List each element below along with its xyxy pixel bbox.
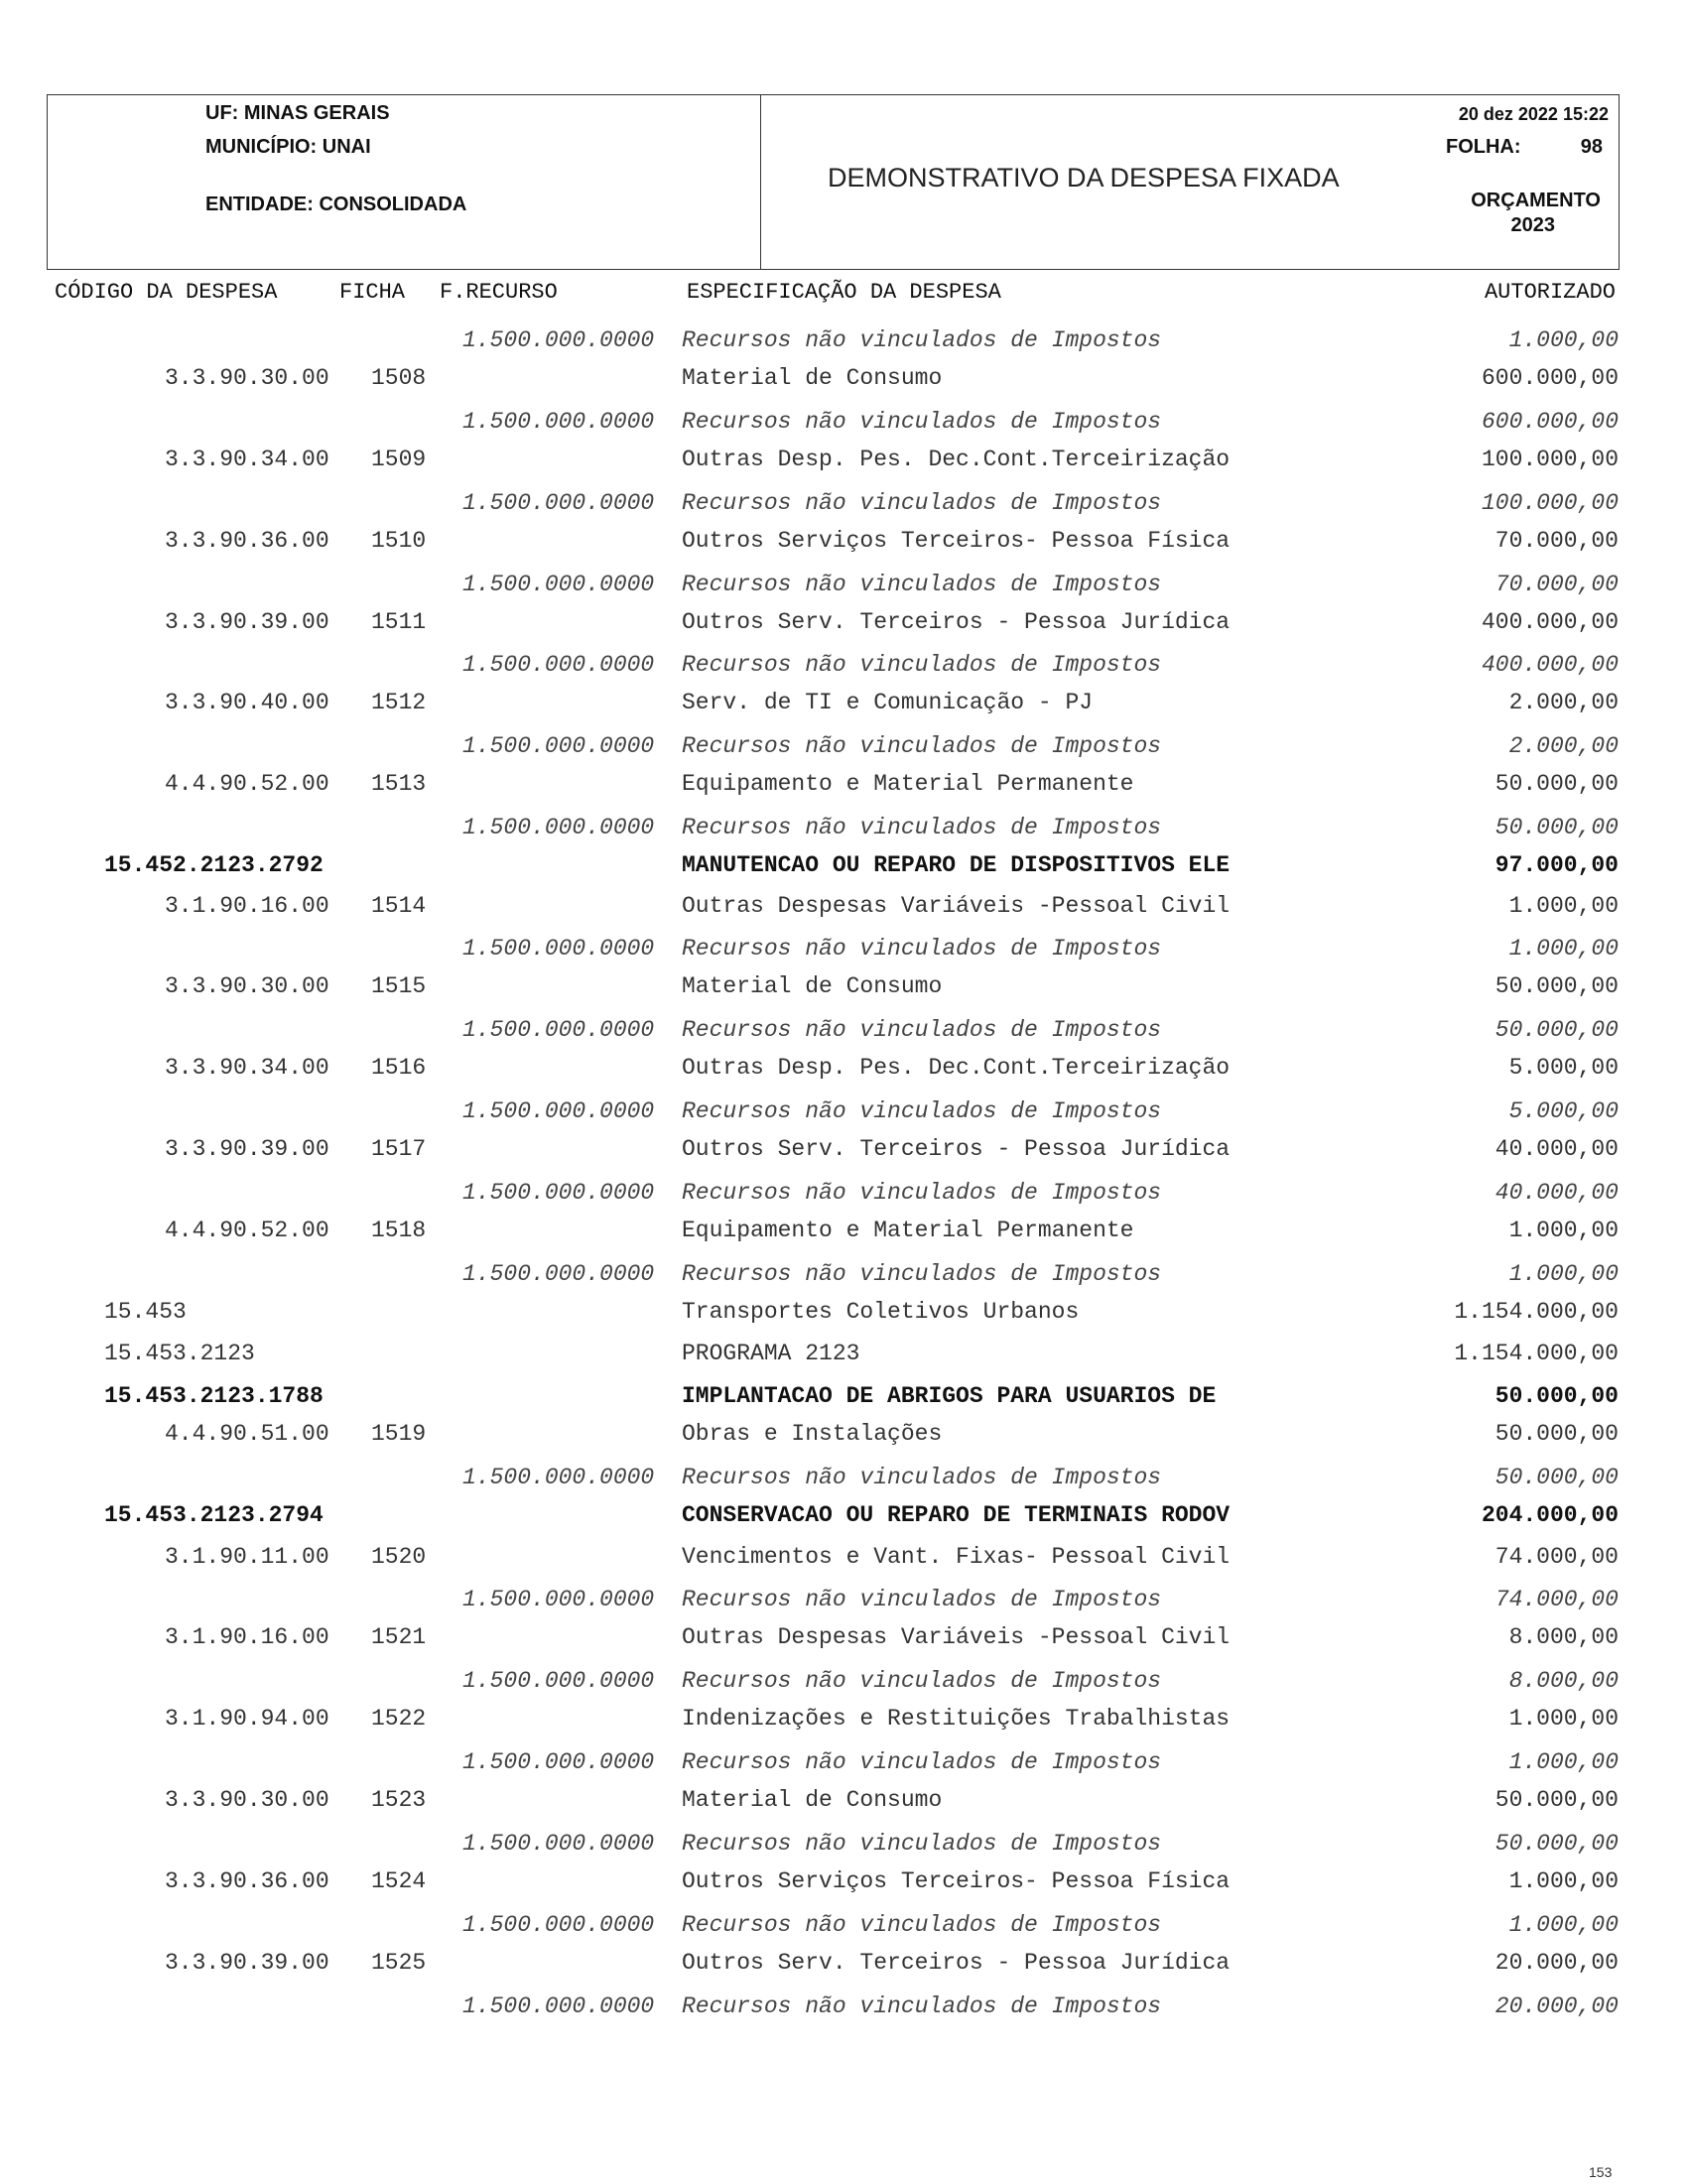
expense-description: Recursos não vinculados de Impostos [682, 1668, 1162, 1694]
expense-description: PROGRAMA 2123 [682, 1341, 860, 1366]
resource-row [0, 1829, 1688, 1859]
expense-code: 15.453 [104, 1299, 187, 1325]
expense-code: 3.3.90.39.00 [165, 609, 329, 635]
expense-description: Vencimentos e Vant. Fixas- Pessoal Civil [682, 1544, 1231, 1570]
expense-row [0, 526, 1688, 556]
authorized-value: 50.000,00 [1494, 815, 1619, 840]
expense-row [0, 363, 1688, 393]
expense-row [0, 1948, 1688, 1978]
expense-code: 3.3.90.30.00 [165, 973, 329, 999]
expense-description: Outros Serv. Terceiros - Pessoa Jurídica [682, 1950, 1231, 1976]
expense-description: Equipamento e Material Permanente [682, 771, 1134, 797]
resource-code: 1.500.000.0000 [462, 490, 655, 516]
resource-code: 1.500.000.0000 [462, 936, 655, 962]
col-recurso: F.RECURSO [440, 280, 558, 305]
resource-row [0, 570, 1688, 599]
expense-description: Recursos não vinculados de Impostos [682, 1912, 1162, 1938]
resource-row [0, 731, 1688, 761]
resource-row [0, 488, 1688, 518]
expense-code: 3.3.90.39.00 [165, 1136, 329, 1162]
expense-row [0, 1785, 1688, 1815]
expense-code: 15.453.2123 [104, 1341, 255, 1366]
resource-code: 1.500.000.0000 [462, 327, 655, 353]
ficha-number: 1525 [371, 1950, 427, 1976]
authorized-value: 1.000,00 [1508, 1706, 1619, 1732]
ficha-number: 1516 [371, 1055, 427, 1081]
authorized-value: 2.000,00 [1508, 733, 1619, 759]
expense-description: Recursos não vinculados de Impostos [682, 1098, 1162, 1124]
authorized-value: 100.000,00 [1481, 490, 1619, 516]
authorized-value: 1.000,00 [1508, 1218, 1619, 1243]
expense-code: 3.3.90.36.00 [165, 1868, 329, 1894]
expense-row [0, 1704, 1688, 1734]
expense-code: 3.3.90.30.00 [165, 1787, 329, 1813]
expense-row [0, 891, 1688, 921]
authorized-value: 5.000,00 [1508, 1055, 1619, 1081]
expense-code: 3.3.90.39.00 [165, 1950, 329, 1976]
expense-description: Outros Serv. Terceiros - Pessoa Jurídica [682, 609, 1231, 635]
expense-description: Outras Despesas Variáveis -Pessoal Civil [682, 893, 1231, 919]
resource-code: 1.500.000.0000 [462, 572, 655, 597]
resource-code: 1.500.000.0000 [462, 652, 655, 678]
expense-description: Obras e Instalações [682, 1421, 943, 1447]
expense-description: Outros Serviços Terceiros- Pessoa Física [682, 1868, 1231, 1894]
authorized-value: 97.000,00 [1494, 852, 1619, 878]
ficha-number: 1517 [371, 1136, 427, 1162]
authorized-value: 1.000,00 [1508, 327, 1619, 353]
action-row [0, 1500, 1688, 1530]
expense-description: Outras Despesas Variáveis -Pessoal Civil [682, 1624, 1231, 1650]
orcamento-year: 2023 [1510, 214, 1555, 236]
entidade-label: ENTIDADE: CONSOLIDADA [205, 193, 467, 215]
expense-description: Recursos não vinculados de Impostos [682, 1993, 1162, 2019]
authorized-value: 1.000,00 [1508, 1868, 1619, 1894]
resource-code: 1.500.000.0000 [462, 1017, 655, 1043]
resource-code: 1.500.000.0000 [462, 1465, 655, 1490]
expense-row [0, 1134, 1688, 1164]
expense-description: Recursos não vinculados de Impostos [682, 733, 1162, 759]
authorized-value: 400.000,00 [1481, 609, 1619, 635]
action-row [0, 850, 1688, 880]
expense-description: Recursos não vinculados de Impostos [682, 1465, 1162, 1490]
municipio-label: MUNICÍPIO: UNAI [205, 136, 371, 158]
expense-code: 3.1.90.94.00 [165, 1706, 329, 1732]
expense-description: Recursos não vinculados de Impostos [682, 572, 1162, 597]
ficha-number: 1524 [371, 1868, 427, 1894]
report-title: DEMONSTRATIVO DA DESPESA FIXADA [828, 163, 1340, 193]
resource-row [0, 934, 1688, 964]
expense-code: 15.453.2123.1788 [104, 1383, 324, 1409]
ficha-number: 1522 [371, 1706, 427, 1732]
authorized-value: 50.000,00 [1494, 973, 1619, 999]
authorized-value: 20.000,00 [1494, 1993, 1619, 2019]
col-ficha: FICHA [339, 280, 406, 305]
expense-description: Recursos não vinculados de Impostos [682, 1261, 1162, 1287]
expense-code: 15.452.2123.2792 [104, 852, 324, 878]
expense-code: 3.3.90.40.00 [165, 690, 329, 715]
authorized-value: 50.000,00 [1494, 1787, 1619, 1813]
resource-code: 1.500.000.0000 [462, 1831, 655, 1857]
ficha-number: 1518 [371, 1218, 427, 1243]
expense-description: Serv. de TI e Comunicação - PJ [682, 690, 1094, 715]
expense-row [0, 688, 1688, 717]
authorized-value: 600.000,00 [1481, 409, 1619, 435]
resource-row [0, 1463, 1688, 1492]
expense-row [0, 1542, 1688, 1572]
folha-value: 98 [1580, 136, 1603, 158]
ficha-number: 1523 [371, 1787, 427, 1813]
authorized-value: 600.000,00 [1481, 365, 1619, 391]
expense-description: Material de Consumo [682, 365, 943, 391]
orcamento-label: ORÇAMENTO [1471, 190, 1601, 211]
authorized-value: 204.000,00 [1481, 1502, 1619, 1528]
expense-code: 3.1.90.16.00 [165, 1624, 329, 1650]
group-row [0, 1297, 1688, 1327]
resource-code: 1.500.000.0000 [462, 409, 655, 435]
expense-code: 3.3.90.36.00 [165, 528, 329, 554]
expense-description: MANUTENCAO OU REPARO DE DISPOSITIVOS ELE [682, 852, 1231, 878]
authorized-value: 1.154.000,00 [1454, 1341, 1619, 1366]
expense-description: Recursos não vinculados de Impostos [682, 1831, 1162, 1857]
expense-description: Recursos não vinculados de Impostos [682, 815, 1162, 840]
uf-label: UF: MINAS GERAIS [205, 102, 390, 124]
ficha-number: 1508 [371, 365, 427, 391]
authorized-value: 70.000,00 [1494, 528, 1619, 554]
action-row [0, 1381, 1688, 1411]
resource-row [0, 407, 1688, 437]
expense-description: Material de Consumo [682, 1787, 943, 1813]
resource-row [0, 1747, 1688, 1777]
resource-row [0, 1585, 1688, 1614]
authorized-value: 40.000,00 [1494, 1180, 1619, 1206]
expense-code: 3.3.90.34.00 [165, 447, 329, 472]
expense-description: Recursos não vinculados de Impostos [682, 327, 1162, 353]
ficha-number: 1520 [371, 1544, 427, 1570]
ficha-number: 1509 [371, 447, 427, 472]
resource-row [0, 1096, 1688, 1126]
authorized-value: 2.000,00 [1508, 690, 1619, 715]
authorized-value: 400.000,00 [1481, 652, 1619, 678]
authorized-value: 20.000,00 [1494, 1950, 1619, 1976]
expense-row [0, 1622, 1688, 1652]
resource-code: 1.500.000.0000 [462, 1668, 655, 1694]
ficha-number: 1521 [371, 1624, 427, 1650]
resource-row [0, 1015, 1688, 1045]
resource-code: 1.500.000.0000 [462, 1587, 655, 1612]
expense-description: Outros Serviços Terceiros- Pessoa Física [682, 528, 1231, 554]
authorized-value: 1.000,00 [1508, 893, 1619, 919]
expense-description: Transportes Coletivos Urbanos [682, 1299, 1080, 1325]
expense-code: 4.4.90.51.00 [165, 1421, 329, 1447]
authorized-value: 1.000,00 [1508, 1261, 1619, 1287]
expense-description: Recursos não vinculados de Impostos [682, 1017, 1162, 1043]
expense-description: IMPLANTACAO DE ABRIGOS PARA USUARIOS DE [682, 1383, 1217, 1409]
authorized-value: 50.000,00 [1494, 1383, 1619, 1409]
resource-row [0, 813, 1688, 842]
resource-row [0, 650, 1688, 680]
expense-description: Recursos não vinculados de Impostos [682, 1180, 1162, 1206]
resource-code: 1.500.000.0000 [462, 1912, 655, 1938]
resource-row [0, 1991, 1688, 2021]
expense-code: 3.3.90.34.00 [165, 1055, 329, 1081]
resource-code: 1.500.000.0000 [462, 1993, 655, 2019]
col-especificacao: ESPECIFICAÇÃO DA DESPESA [687, 280, 1001, 305]
expense-code: 3.3.90.30.00 [165, 365, 329, 391]
expense-description: Recursos não vinculados de Impostos [682, 490, 1162, 516]
ficha-number: 1511 [371, 609, 427, 635]
expense-description: Material de Consumo [682, 973, 943, 999]
ficha-number: 1510 [371, 528, 427, 554]
resource-row [0, 325, 1688, 355]
expense-row [0, 1866, 1688, 1896]
resource-row [0, 1259, 1688, 1289]
authorized-value: 50.000,00 [1494, 1017, 1619, 1043]
resource-code: 1.500.000.0000 [462, 815, 655, 840]
resource-row [0, 1178, 1688, 1208]
col-autorizado: AUTORIZADO [1484, 280, 1616, 305]
expense-description: Outras Desp. Pes. Dec.Cont.Terceirização [682, 447, 1231, 472]
authorized-value: 8.000,00 [1508, 1624, 1619, 1650]
expense-description: Outras Desp. Pes. Dec.Cont.Terceirização [682, 1055, 1231, 1081]
report-datetime: 20 dez 2022 15:22 [1458, 104, 1609, 124]
expense-code: 15.453.2123.2794 [104, 1502, 324, 1528]
group-row [0, 1339, 1688, 1368]
ficha-number: 1519 [371, 1421, 427, 1447]
ficha-number: 1514 [371, 893, 427, 919]
authorized-value: 74.000,00 [1494, 1587, 1619, 1612]
authorized-value: 50.000,00 [1494, 1831, 1619, 1857]
expense-description: Recursos não vinculados de Impostos [682, 936, 1162, 962]
expense-description: Outros Serv. Terceiros - Pessoa Jurídica [682, 1136, 1231, 1162]
expense-row [0, 607, 1688, 637]
resource-code: 1.500.000.0000 [462, 1749, 655, 1775]
resource-code: 1.500.000.0000 [462, 1180, 655, 1206]
expense-description: CONSERVACAO OU REPARO DE TERMINAIS RODOV [682, 1502, 1231, 1528]
page-number: 153 [1589, 2164, 1613, 2180]
authorized-value: 8.000,00 [1508, 1668, 1619, 1694]
expense-row [0, 1053, 1688, 1083]
resource-code: 1.500.000.0000 [462, 1261, 655, 1287]
expense-code: 4.4.90.52.00 [165, 771, 329, 797]
expense-row [0, 971, 1688, 1001]
expense-description: Indenizações e Restituições Trabalhistas [682, 1706, 1231, 1732]
expense-code: 3.1.90.11.00 [165, 1544, 329, 1570]
authorized-value: 74.000,00 [1494, 1544, 1619, 1570]
expense-row [0, 445, 1688, 474]
authorized-value: 100.000,00 [1481, 447, 1619, 472]
resource-code: 1.500.000.0000 [462, 1098, 655, 1124]
authorized-value: 1.000,00 [1508, 936, 1619, 962]
expense-description: Recursos não vinculados de Impostos [682, 1587, 1162, 1612]
ficha-number: 1513 [371, 771, 427, 797]
expense-row [0, 1216, 1688, 1245]
authorized-value: 5.000,00 [1508, 1098, 1619, 1124]
authorized-value: 1.000,00 [1508, 1912, 1619, 1938]
expense-description: Recursos não vinculados de Impostos [682, 409, 1162, 435]
folha-label: FOLHA: [1446, 136, 1521, 158]
authorized-value: 50.000,00 [1494, 771, 1619, 797]
authorized-value: 40.000,00 [1494, 1136, 1619, 1162]
expense-code: 4.4.90.52.00 [165, 1218, 329, 1243]
expense-description: Equipamento e Material Permanente [682, 1218, 1134, 1243]
ficha-number: 1515 [371, 973, 427, 999]
expense-code: 3.1.90.16.00 [165, 893, 329, 919]
expense-description: Recursos não vinculados de Impostos [682, 652, 1162, 678]
authorized-value: 50.000,00 [1494, 1465, 1619, 1490]
ficha-number: 1512 [371, 690, 427, 715]
authorized-value: 1.154.000,00 [1454, 1299, 1619, 1325]
authorized-value: 70.000,00 [1494, 572, 1619, 597]
authorized-value: 50.000,00 [1494, 1421, 1619, 1447]
authorized-value: 1.000,00 [1508, 1749, 1619, 1775]
resource-row [0, 1910, 1688, 1940]
expense-row [0, 1419, 1688, 1449]
expense-row [0, 769, 1688, 799]
resource-code: 1.500.000.0000 [462, 733, 655, 759]
resource-row [0, 1666, 1688, 1696]
col-codigo: CÓDIGO DA DESPESA [55, 280, 278, 305]
expense-description: Recursos não vinculados de Impostos [682, 1749, 1162, 1775]
